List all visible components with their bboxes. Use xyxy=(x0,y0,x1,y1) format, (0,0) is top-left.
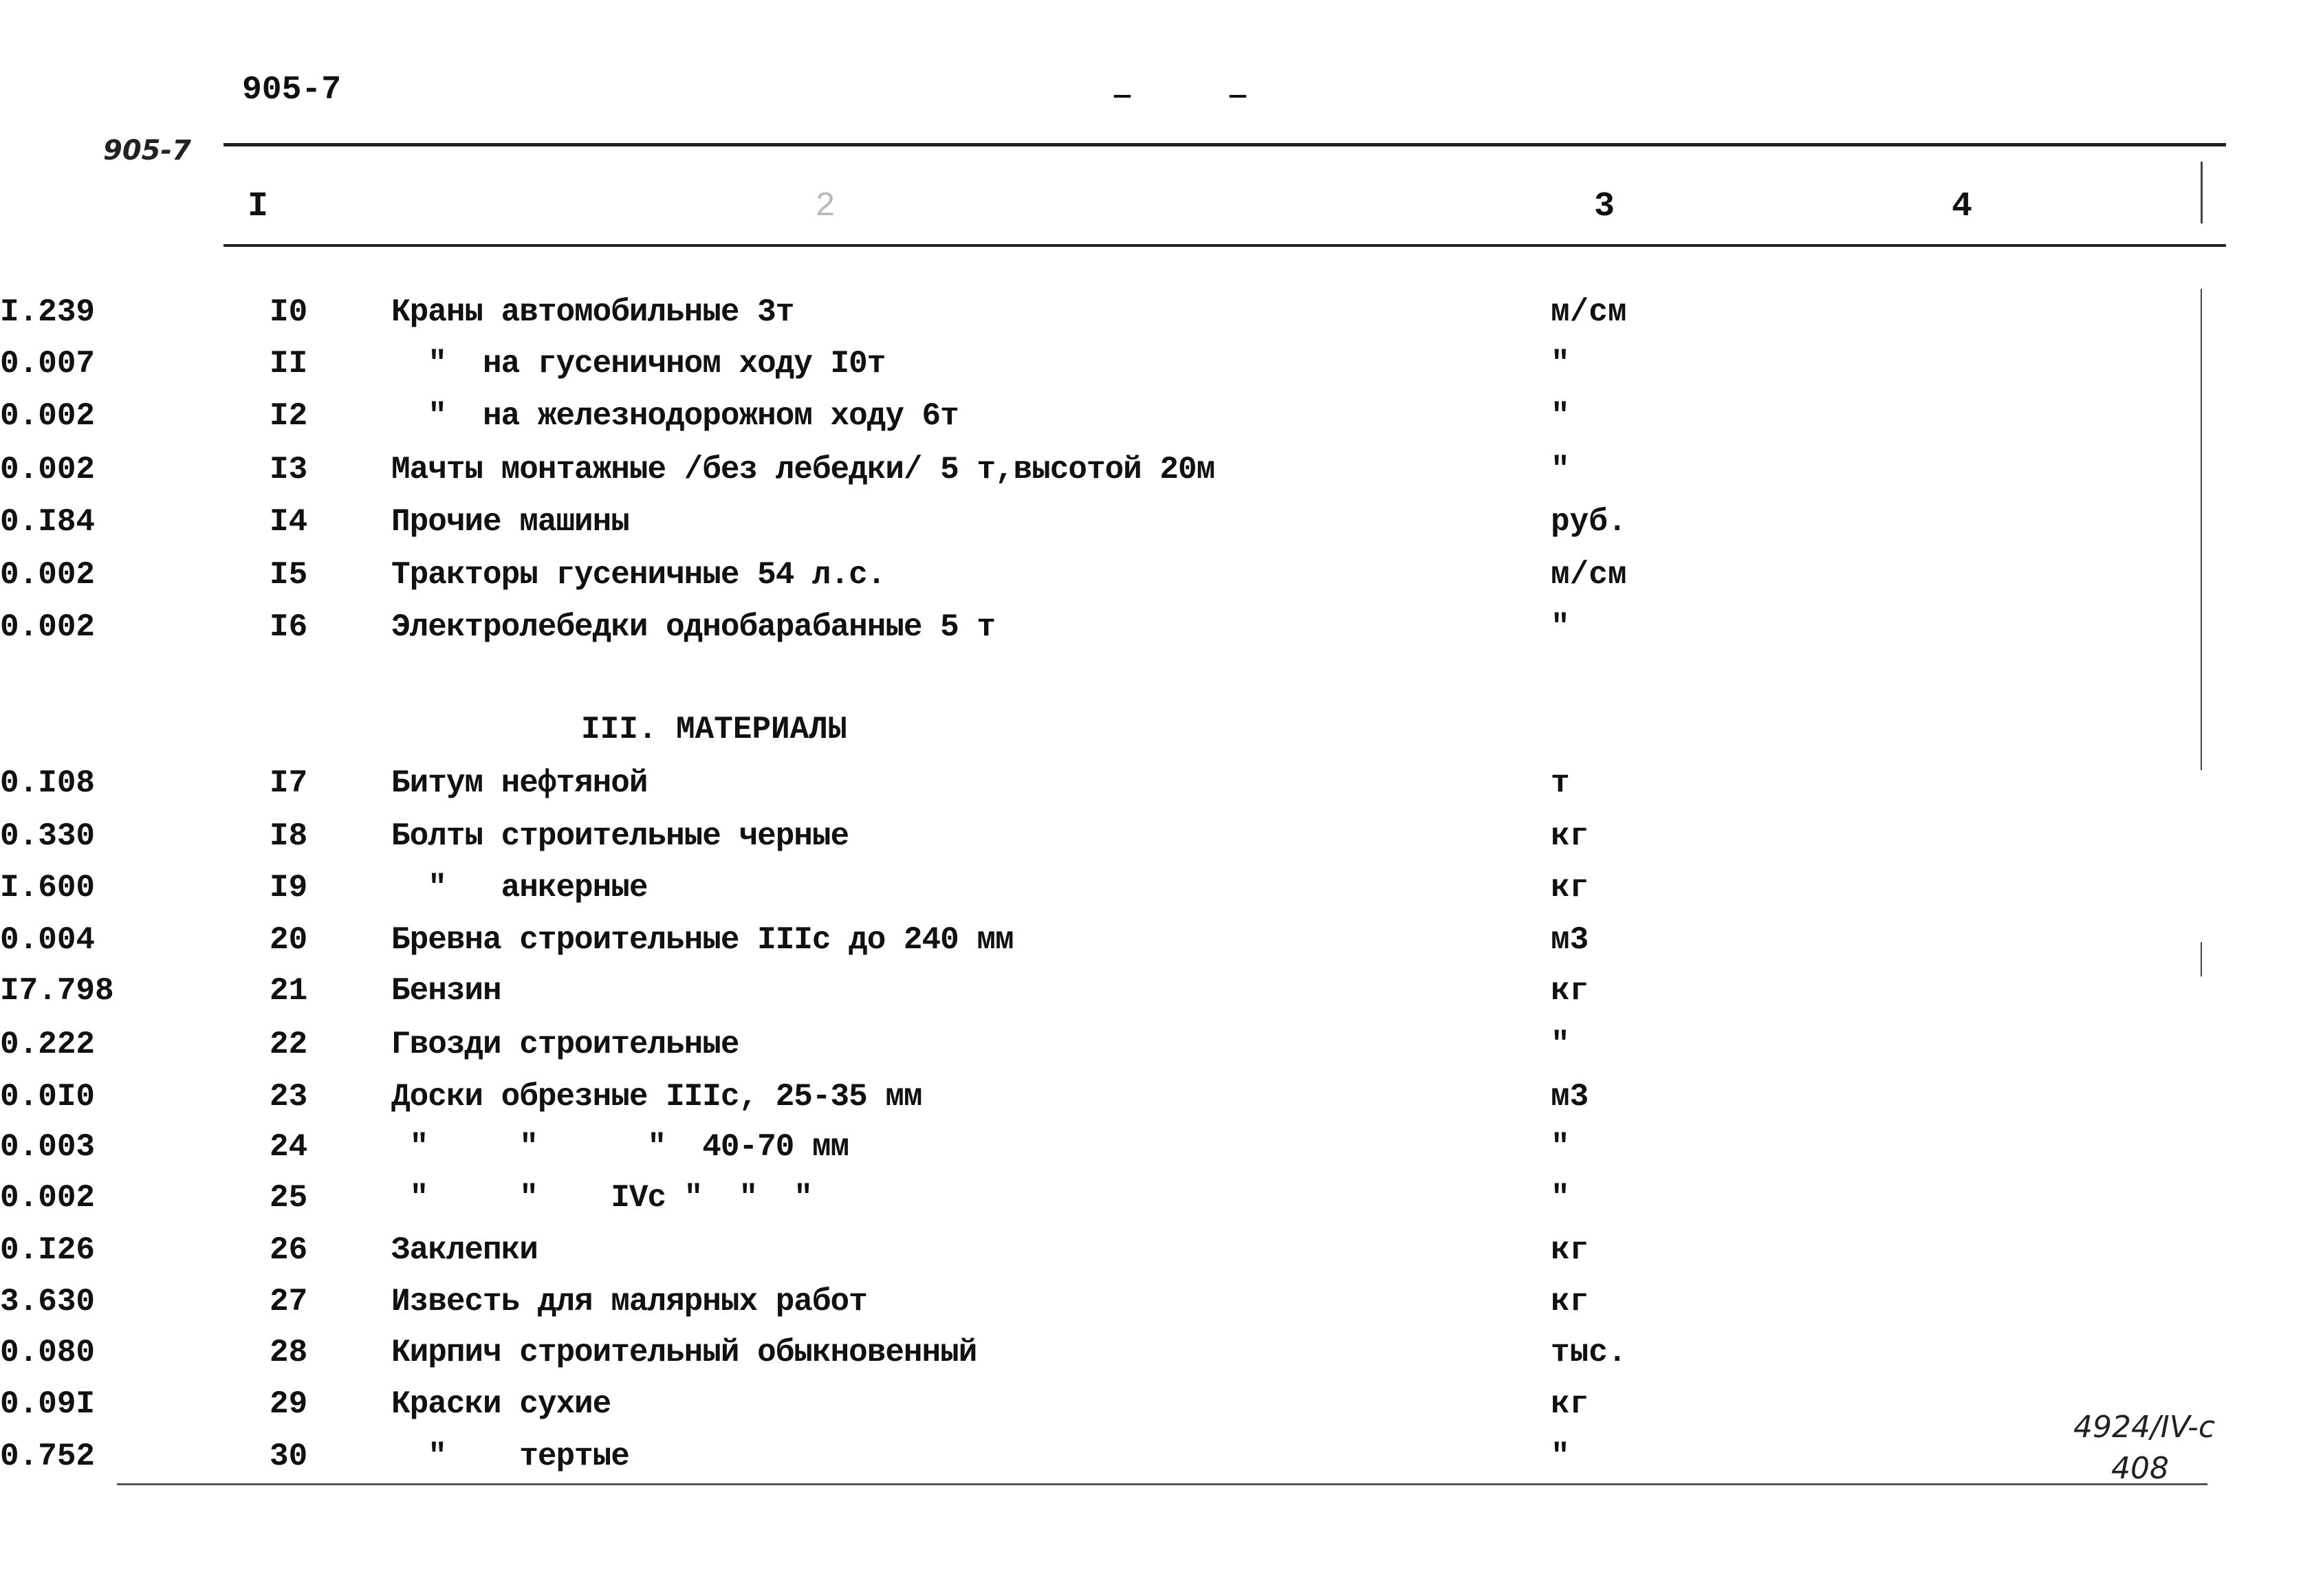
item-quantity: 0.0I0 xyxy=(0,1079,96,1115)
item-quantity: 0.007 xyxy=(0,346,96,382)
item-unit: т xyxy=(1551,765,1570,801)
item-unit: м3 xyxy=(1551,1079,1589,1115)
item-unit: " xyxy=(1551,609,1570,645)
item-unit: " xyxy=(1551,1180,1570,1216)
table-row xyxy=(0,1129,2323,1177)
item-name: Прочие машины xyxy=(391,504,629,540)
margin-note-page: 408 xyxy=(2111,1451,2169,1486)
row-number: 20 xyxy=(270,922,308,958)
table-row xyxy=(0,1439,2323,1487)
item-name: " на гусеничном ходу I0т xyxy=(391,346,886,382)
table-top-rule xyxy=(223,143,2226,146)
item-name: Болты строительные черные xyxy=(391,818,849,854)
item-name: Электролебедки однобарабанные 5 т xyxy=(391,609,995,645)
row-number: I6 xyxy=(270,609,308,645)
table-row xyxy=(0,973,2323,1021)
table-row xyxy=(0,765,2323,813)
item-name: Битум нефтяной xyxy=(391,765,648,801)
right-border-mark xyxy=(2201,162,2203,223)
item-quantity: 0.003 xyxy=(0,1129,96,1165)
item-quantity: I.600 xyxy=(0,870,96,906)
row-number: 29 xyxy=(270,1386,308,1422)
row-number: 22 xyxy=(270,1027,308,1062)
item-unit: " xyxy=(1551,1027,1570,1062)
table-row xyxy=(0,1335,2323,1383)
table-row xyxy=(0,294,2323,342)
row-number: I3 xyxy=(270,452,308,488)
item-unit: " xyxy=(1551,452,1570,488)
item-unit: " xyxy=(1551,1439,1570,1474)
item-unit: кг xyxy=(1551,870,1589,906)
item-name: Краны автомобильные 3т xyxy=(391,294,794,330)
row-number: 25 xyxy=(270,1180,308,1216)
header-bottom-rule xyxy=(223,244,2226,247)
table-row xyxy=(0,557,2323,605)
table-row xyxy=(0,870,2323,918)
column-header-4: 4 xyxy=(1952,187,1973,226)
row-number: 26 xyxy=(270,1232,308,1268)
row-number: II xyxy=(270,346,308,382)
row-number: 30 xyxy=(270,1439,308,1474)
item-quantity: 0.002 xyxy=(0,1180,96,1216)
item-name: Доски обрезные IIIс, 25-35 мм xyxy=(391,1079,922,1115)
table-row xyxy=(0,1079,2323,1127)
item-name: Мачты монтажные /без лебедки/ 5 т,высотой 20м xyxy=(391,452,1215,488)
item-unit: м/см xyxy=(1551,294,1627,330)
item-name: " " IVс " " " xyxy=(391,1180,812,1216)
item-quantity: 0.I26 xyxy=(0,1232,96,1268)
header-dashes: — — xyxy=(1114,81,1288,112)
table-row xyxy=(0,1180,2323,1228)
item-unit: кг xyxy=(1551,1386,1589,1422)
item-name: Тракторы гусеничные 54 л.с. xyxy=(391,557,886,593)
item-unit: м/см xyxy=(1551,557,1627,593)
item-quantity: I7.798 xyxy=(0,973,114,1009)
item-unit: " xyxy=(1551,398,1570,434)
row-number: I4 xyxy=(270,504,308,540)
item-quantity: I.239 xyxy=(0,294,96,330)
column-header-1: I xyxy=(248,187,269,226)
row-number: I8 xyxy=(270,818,308,854)
item-unit: кг xyxy=(1551,1284,1589,1320)
column-header-3: 3 xyxy=(1594,187,1615,226)
row-number: I7 xyxy=(270,765,308,801)
table-row xyxy=(0,609,2323,657)
item-name: Заклепки xyxy=(391,1232,538,1268)
row-number: 23 xyxy=(270,1079,308,1115)
item-unit: кг xyxy=(1551,1232,1589,1268)
row-number: I5 xyxy=(270,557,308,593)
item-quantity: 0.330 xyxy=(0,818,96,854)
item-quantity: 0.002 xyxy=(0,452,96,488)
row-number: 28 xyxy=(270,1335,308,1370)
item-unit: " xyxy=(1551,1129,1570,1165)
margin-note-code: 4924/IV-с xyxy=(2073,1410,2216,1445)
item-name: Бревна строительные IIIс до 240 мм xyxy=(391,922,1014,958)
item-quantity: 0.09I xyxy=(0,1386,96,1422)
item-name: Гвозди строительные xyxy=(391,1027,739,1062)
section-title: III. МАТЕРИАЛЫ xyxy=(581,712,847,747)
item-quantity: 0.222 xyxy=(0,1027,96,1062)
document-code: 905-7 xyxy=(242,72,342,109)
item-unit: кг xyxy=(1551,818,1589,854)
table-row xyxy=(0,922,2323,970)
item-name: " тертые xyxy=(391,1439,629,1474)
item-name: " на железнодорожном ходу 6т xyxy=(391,398,959,434)
item-unit: м3 xyxy=(1551,922,1589,958)
item-name: Известь для малярных работ xyxy=(391,1284,867,1320)
item-quantity: 0.080 xyxy=(0,1335,96,1370)
margin-document-code: 905-7 xyxy=(103,135,191,166)
item-quantity: 3.630 xyxy=(0,1284,96,1320)
item-quantity: 0.004 xyxy=(0,922,96,958)
table-row xyxy=(0,818,2323,866)
row-number: 27 xyxy=(270,1284,308,1320)
item-quantity: 0.002 xyxy=(0,609,96,645)
table-row xyxy=(0,1284,2323,1332)
item-name: " " " 40-70 мм xyxy=(391,1129,849,1165)
item-unit: " xyxy=(1551,346,1570,382)
item-unit: руб. xyxy=(1551,504,1627,540)
item-quantity: 0.752 xyxy=(0,1439,96,1474)
item-name: Краски сухие xyxy=(391,1386,611,1422)
row-number: 21 xyxy=(270,973,308,1009)
item-quantity: 0.I08 xyxy=(0,765,96,801)
table-row xyxy=(0,504,2323,552)
table-row xyxy=(0,346,2323,394)
table-row xyxy=(0,452,2323,500)
row-number: I2 xyxy=(270,398,308,434)
item-quantity: 0.I84 xyxy=(0,504,96,540)
row-number: 24 xyxy=(270,1129,308,1165)
table-row xyxy=(0,1027,2323,1075)
row-number: I0 xyxy=(270,294,308,330)
table-row xyxy=(0,1386,2323,1434)
item-name: Бензин xyxy=(391,973,501,1009)
item-quantity: 0.002 xyxy=(0,557,96,593)
column-header-2: 2 xyxy=(815,187,836,226)
item-unit: тыс. xyxy=(1551,1335,1627,1370)
table-row xyxy=(0,398,2323,446)
item-unit: кг xyxy=(1551,973,1589,1009)
item-name: Кирпич строительный обыкновенный xyxy=(391,1335,977,1370)
table-row xyxy=(0,1232,2323,1280)
row-number: I9 xyxy=(270,870,308,906)
item-name: " анкерные xyxy=(391,870,648,906)
table-bottom-rule xyxy=(117,1483,2207,1485)
item-quantity: 0.002 xyxy=(0,398,96,434)
